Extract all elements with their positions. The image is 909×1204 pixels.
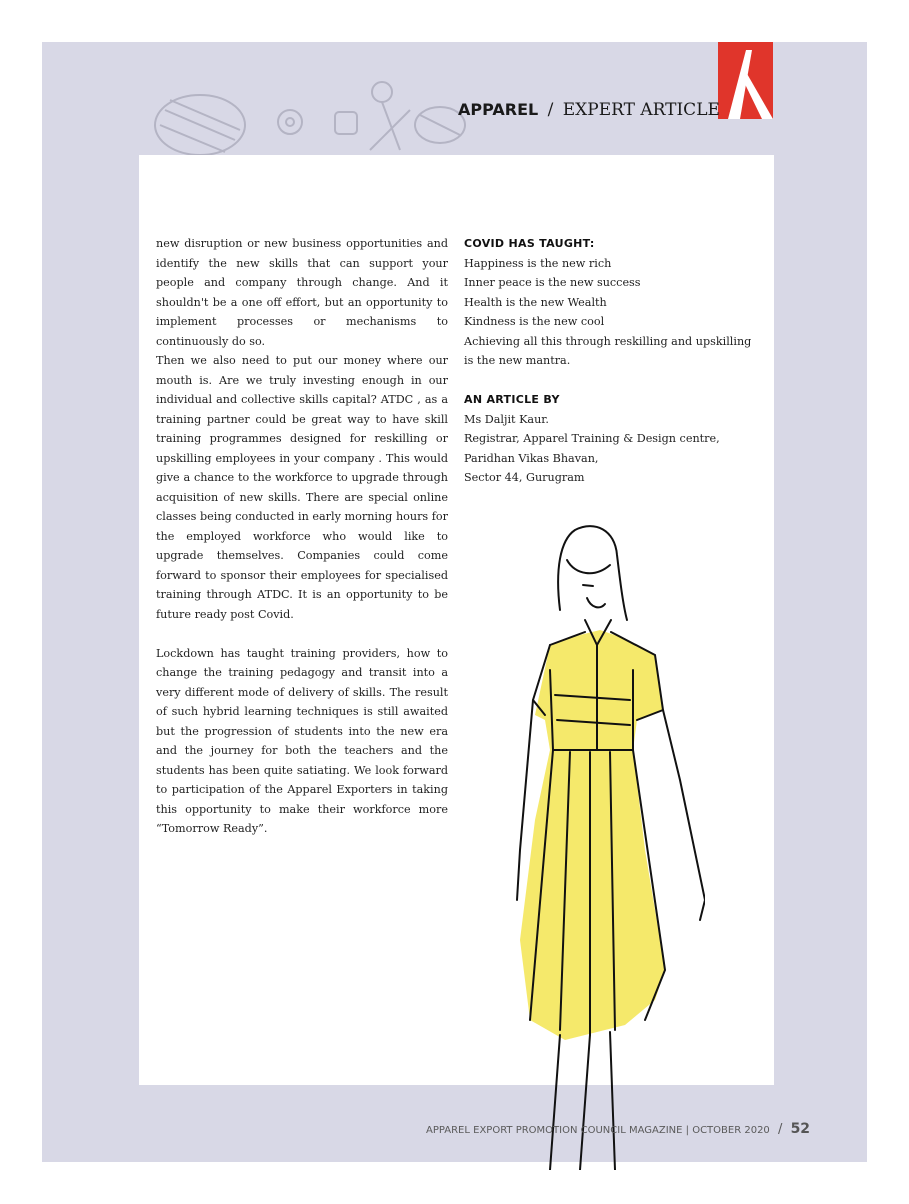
covid-line: Inner peace is the new success xyxy=(464,276,641,289)
covid-line: Happiness is the new rich xyxy=(464,256,612,270)
author-name: Ms Daljit Kaur. xyxy=(464,412,549,426)
issue-date: OCTOBER 2020 xyxy=(692,1125,770,1136)
covid-line: Achieving all this through reskilling and upskilling is the new mantra. xyxy=(464,334,752,367)
footer-slash: / xyxy=(777,1122,783,1137)
red-letter-a-logo xyxy=(718,42,773,119)
woman-yellow-dress-sketch xyxy=(505,520,705,1170)
subsection-label: EXPERT ARTICLE xyxy=(562,100,720,120)
covid-line: Health is the new Wealth xyxy=(464,295,607,309)
article-paragraph: Then we also need to put our money where our mouth is. Are we truly investing enough in our individual and collective skills capital? ATDC , as a training partner could be great way to have skill training programmes designed for reskilling or upskilling employees in your company . This would give a chance to the workforce to upgrade through acquisition of new skills. There are special online classes being conducted in early morning hours for the employed workforce who would like to upgrade themselves. Companies could come forward to sponsor their employees for specialised training through ATDC. It is an opportunity to be future ready post Covid. xyxy=(156,354,448,621)
article-paragraph: Lockdown has taught training providers, how to change the training pedagogy and transit into a very different mode of delivery of skills. The result of such hybrid learning techniques is still awaited but the progression of students into the new era and the journey for both the teachers and the students has been quite satiating. We look forward to participation of the Apparel Exporters in taking this opportunity to make their workforce more “Tomorrow Ready”. xyxy=(156,646,448,835)
header-separator: / xyxy=(547,100,554,120)
sewing-notions-illustration xyxy=(140,70,470,160)
section-header xyxy=(458,100,720,124)
article-body xyxy=(156,234,448,839)
page-footer xyxy=(426,1121,810,1137)
footer-divider: | xyxy=(685,1125,690,1136)
article-paragraph: new disruption or new business opportunities and identify the new skills that can support your people and company through change. And it shouldn't be a one off effort, but an opportunity to implement processes or mechanisms to continuously do so. xyxy=(156,237,448,348)
page-number: 52 xyxy=(790,1121,811,1137)
sidebar-column xyxy=(464,234,764,488)
author-address: Sector 44, Gurugram xyxy=(464,471,585,484)
covid-line: Kindness is the new cool xyxy=(464,315,605,328)
author-heading: AN ARTICLE BY xyxy=(464,393,560,406)
covid-heading: COVID HAS TAUGHT: xyxy=(464,237,595,250)
magazine-name: APPAREL EXPORT PROMOTION COUNCIL MAGAZINE xyxy=(426,1125,683,1136)
author-title: Registrar, Apparel Training & Design centre, xyxy=(464,432,720,445)
section-label: APPAREL xyxy=(458,100,539,119)
author-address: Paridhan Vikas Bhavan, xyxy=(464,451,599,465)
